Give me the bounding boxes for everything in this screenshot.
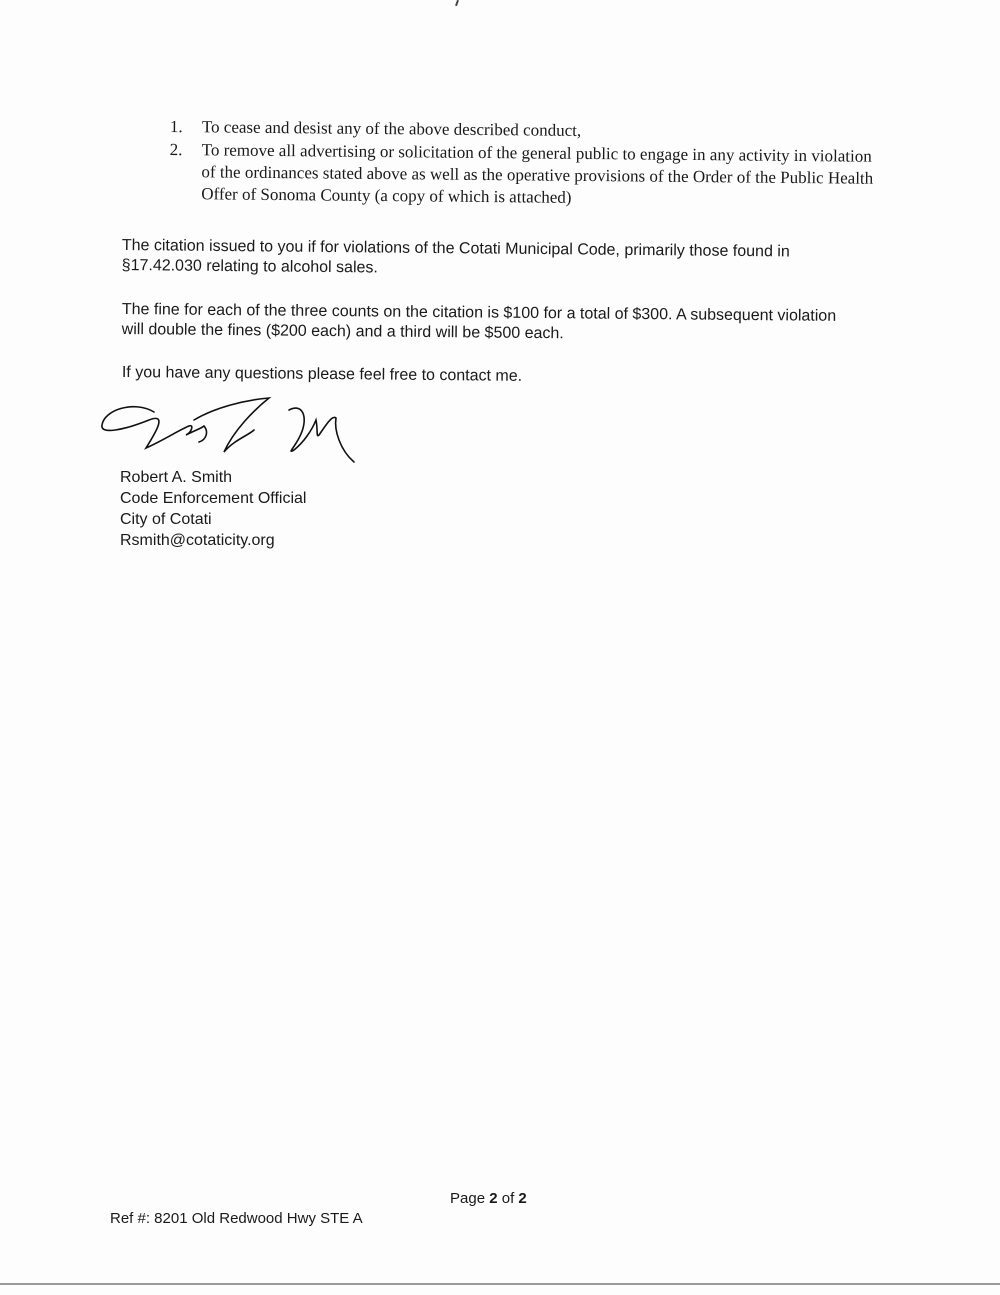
questions-paragraph: If you have any questions please feel free to contact me. [121, 363, 523, 385]
page-number [450, 1190, 527, 1207]
scan-mark [455, 0, 459, 6]
reference-line: Ref #: 8201 Old Redwood Hwy STE A [110, 1210, 363, 1227]
list-item-text: To cease and desist any of the above described conduct, [201, 117, 582, 140]
page-of: of [501, 1190, 515, 1207]
list-item [169, 139, 890, 212]
citation-paragraph: The citation issued to you if for violations of the Cotati Municipal Code, primarily those found in §17.42.030 relating to alcohol sales. [121, 236, 790, 277]
scan-edge-line [0, 1283, 1000, 1285]
signature-block [120, 467, 420, 551]
page-total: 2 [518, 1190, 527, 1207]
page-label: Page [450, 1190, 486, 1207]
signer-title: Code Enforcement Official [120, 490, 307, 507]
signer-email: Rsmith@cotaticity.org [120, 532, 275, 549]
page-current: 2 [489, 1190, 498, 1207]
list-item-number: 1. [169, 116, 183, 137]
list-item-number: 2. [169, 139, 183, 160]
signer-organization: City of Cotati [120, 511, 212, 528]
signer-name: Robert A. Smith [120, 469, 233, 486]
numbered-list [169, 116, 890, 213]
list-item-text: To remove all advertising or solicitation of the general public to engage in any activity in violation of the ordinances stated above as well as the operative provisions of the Order of the Public Health Offer of Sonoma County (a copy of which is attached) [201, 140, 874, 207]
fine-paragraph: The fine for each of the three counts on the citation is $100 for a total of $300. A subsequent violation will double the fines ($200 each) and a third will be $500 each. [121, 300, 837, 343]
handwritten-signature [94, 390, 394, 470]
